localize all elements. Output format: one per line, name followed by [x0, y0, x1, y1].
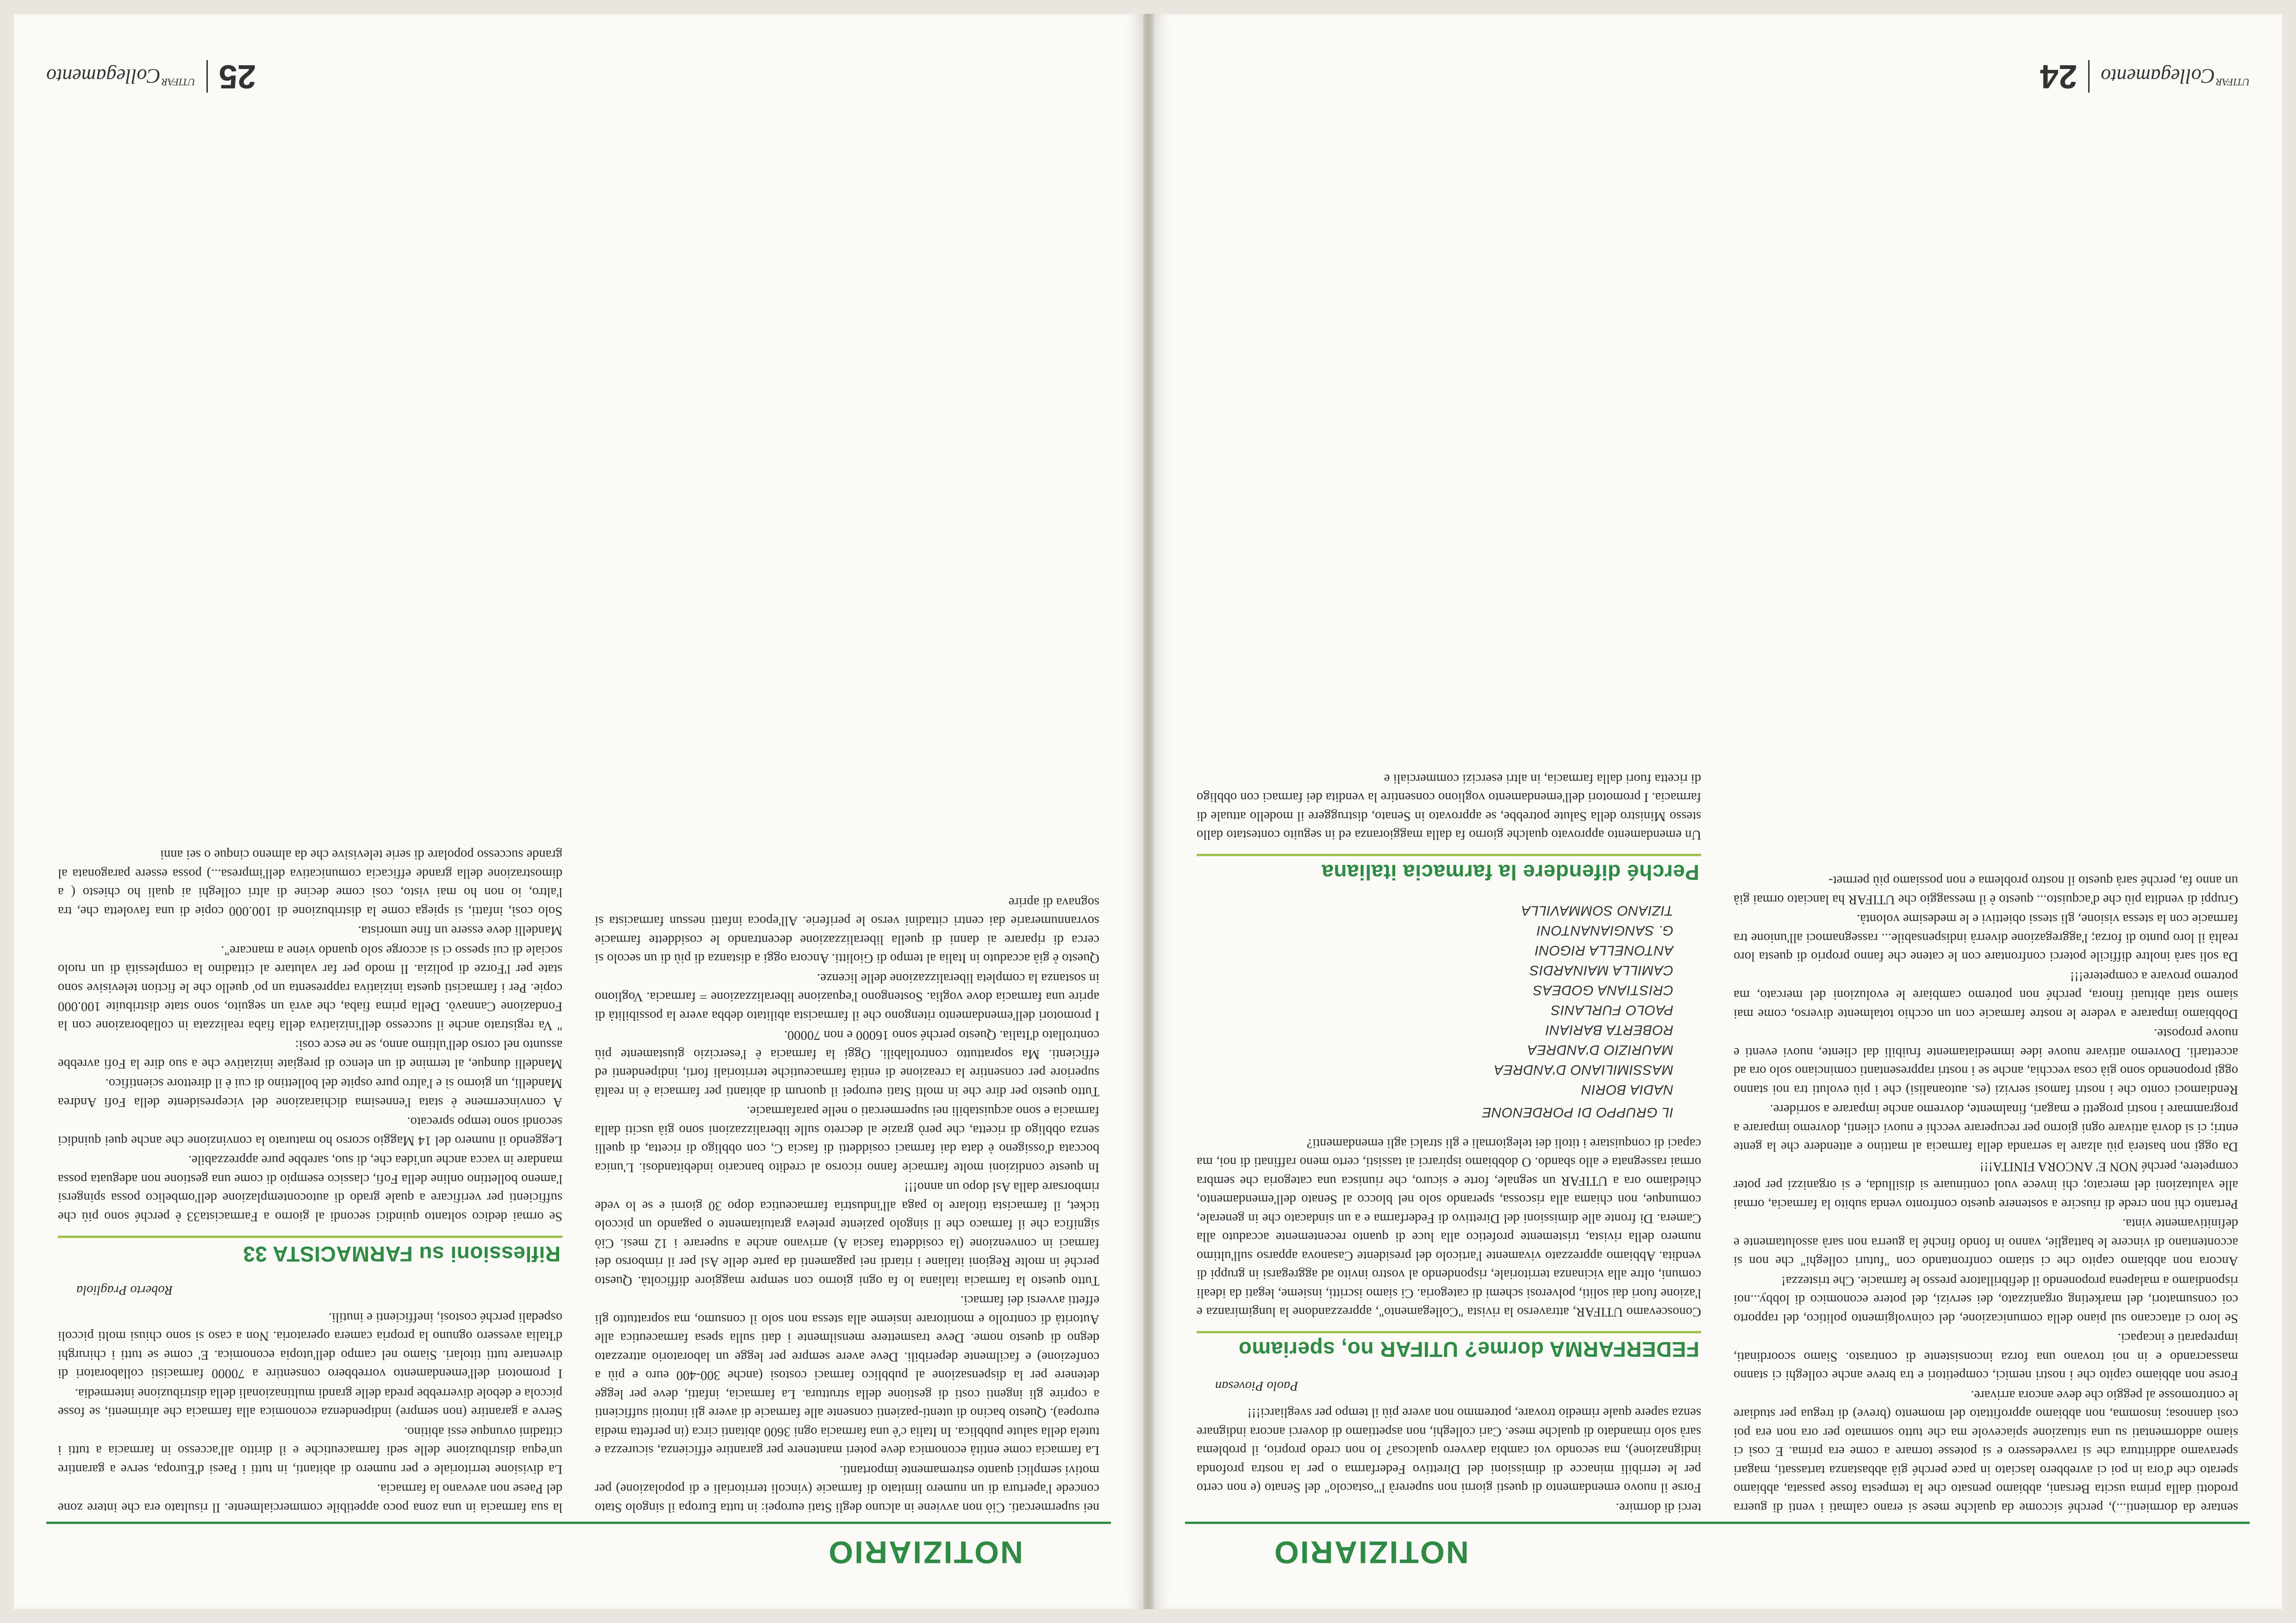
paragraph: Conoscevamo UTIFAR, attraverso la rivista "Collegamento", apprezzandone la lungimiranza e l'azione fuori dai soliti, polverosi schemi di categoria. Ci siamo iscritti, insieme, legati da ideali comuni, oltre alla vicinanza territoriale, rispondendo al vostro invito ad aggregarsi in gruppi di vendita. Abbiamo apprezzato vivamente l'articolo del presidente Casanova apparso sull'ultimo numero della rivista, tristemente profetico alla luce di quanto recentemente accaduto alla Camera. Di fronte alle dimissioni del Direttivo di Federfarma e a un sindacato che in generale, comunque, non chiama alla riscossa, sperando solo nel blocco al Senato dell'emendamento, chiediamo ora a UTIFAR un segnale, forte e sicuro, che riunisca una categoria che sembra ormai rassegnata e allo sbando. O dobbiamo ispirarci ai tassisti, certo meno raffinati di noi, ma capaci di conquistare i titoli dei telegiornali e gli stralci agli emendamenti? — [1197, 1136, 1701, 1319]
signatory-name: PAOLO FURLANIS — [1551, 1002, 1673, 1018]
magazine-logo: $^{UTIFAR}$Collegamento — [46, 65, 195, 88]
paragraph: I promotori dell'emendamento ritengono che il farmacista abilitato debba avere la possibilità di aprire una farmacia dove voglia. Sostengono l'equazione liberalizzazione = farmacia. Vogliono in sostanza la completa liberalizzazione delle licenze. — [595, 971, 1099, 1023]
page-footer — [2040, 60, 2250, 93]
footer-divider — [2088, 60, 2090, 93]
paragraph: Se loro ci attaccano sul piano della comunicazione, del coinvolgimento politico, del rapporto coi consumatori, del marketing organizzato, dei servizi, del potere economico di lobby...noi rispondiamo a malapena proponendo il defibrillatore presso le farmacie. Che tristezza! — [1734, 1274, 2238, 1325]
paragraph: Da oggi non basterà più alzare la serranda della farmacia al mattino e attendere che la gente entri; ci si dovrà attivare ogni giorno per recuperare vecchi e nuovi clienti, dovremo imparare a programmare i nostri progetti e magari, finalmente, dovremo anche imparare a sorridere. — [1734, 1102, 2238, 1154]
signatory-name: NADIA BORIN — [1581, 1082, 1673, 1098]
page-24 — [1153, 14, 2282, 1609]
paragraph: Dobbiamo imparare a vedere le nostre farmacie con un occhio totalmente diverso, come mai siamo stati abituati finora, perché non potremo cambiare le evoluzioni del mercato, ma potremo provare a competere!!! — [1734, 969, 2238, 1021]
text-columns — [58, 188, 1099, 1517]
paragraph: Ancora non abbiamo capito che ci stiamo confrontando con "futuri colleghi" che non si accontentano di vincere le battaglie, vanno in fondo finché la guerra non sarà assolutamente e definitivamente vinta. — [1734, 1216, 2238, 1269]
paragraph: Da soli sarà inoltre difficile poterci confrontare con le catene che fanno proprio di questa loro realtà il loro punto di forza; l'aggregazione diverrà indispensabile... rassegnamoci all'unione tra farmacie con la stessa visione, gli stessi obiettivi e le medesime volontà. — [1734, 912, 2238, 964]
header-rule — [46, 1522, 1111, 1524]
paragraph: I promotori dell'emendamento vorrebbero consentire a 70000 farmacisti collaboratori di diventare tutti titolari. Siamo nel campo dell'utopia economica. E' come se tutti i chirurghi d'Italia avessero ognuno la propria camera operatoria. Non a caso si sono chiusi molti piccoli ospedali perché costosi, inefficienti e inutili. — [58, 1310, 562, 1381]
signatory-name: TIZIANO SOMMAVILLA — [1521, 903, 1673, 919]
signatory-name: G. SANGIANANTONI — [1536, 923, 1673, 939]
paragraph: " Va registrato anche il successo dell'iniziativa della fiaba realizzata in collaborazione con la Fondazione Cannavò. Della prima fiaba, che avrà un seguito, sono state distribuite 100.000 copie. Per i farmacisti questa iniziativa rappresenta un po' quello che le fiction televisive sono state per l'Forze di polizia. Il modo per far valutare al cittadino la complessità di un ruolo sociale di cui spesso ci si accorge solo quando viene a mancare". — [58, 943, 562, 1032]
paragraph: Mandelli dunque, al termine di un elenco di pregiate iniziative che a suo dire la Fofi avrebbe assunto nel corso dell'ultimo anno, se ne esce così: — [58, 1038, 562, 1071]
paragraph: sentare da dormienti...), perché siccome da qualche mese si erano calmati i venti di guerra prodotti dalla prima uscita Bersani, abbiamo pensato che la tempesta fosse passata, abbiamo sperato che d'ora in poi ci avrebbero lasciato in pace perché già abbastanza tartassati, magari speravamo addirittura che si ravvedessero e si potesse tornare a come era prima. E così ci siamo addormentati su una situazione spiacevole ma che tutto sommato per ora non era poi così dannosa; insomma, non abbiamo approfittato del momento (breve) di tregua per studiare le contromosse al peggio che deve ancora arrivare. — [1734, 1388, 2238, 1515]
paragraph: la sua farmacia in una zona poco appetibile commercialmente. Il risultato era che intere zone del Paese non avevano la farmacia. — [58, 1481, 562, 1515]
paragraph: In queste condizioni molte farmacie fanno ricorso al credito bancario indebitandosi. L'unica boccata d'ossigeno è data dai farmaci cosiddetti di fascia C, con obbligo di ricetta, di quelli senza obbligo di ricetta, che però grazie al decreto sulle liberalizzazioni sono già usciti dalla farmacia e sono acquistabili nei supermercati o nelle parafarmacie. — [595, 1104, 1099, 1175]
paragraph: Un emendamento approvato qualche giorno fa dalla maggioranza ed in seguito contestato dallo stesso Ministro della Salute potrebbe, se approvato in Senato, distruggere il modello attuale di farmacia. I promotori dell'emendamento vogliono consentire la vendita dei farmaci con obbligo di ricetta fuori dalla farmacia, in altri esercizi commerciali e — [1197, 771, 1701, 842]
footer-divider — [206, 60, 208, 93]
paragraph: A convincermene è stata l'ennesima dichiarazione del vicepresidente della Fofi Andrea Mandelli, un giorno sì e l'altro pure ospite del bollettino di cui è il direttore scientifico. — [58, 1076, 562, 1109]
paragraph: nei supermercati. Ciò non avviene in alcuno degli Stati europei: in tutta Europa il singolo Stato concede l'apertura di un numero limitato di farmacie (vincoli territoriali e di popolazione) per motivi semplici quanto estremamente importanti. — [595, 1463, 1099, 1515]
section-brand: NOTIZIARIO — [1273, 1535, 1469, 1570]
paragraph: Questo è già accaduto in Italia al tempo di Giolitti. Ancora oggi a distanza di più di un secolo si cerca di riparare ai danni di quella liberalizzazione decentrando le cosiddette farmacie sovrannumerarie dai centri cittadini verso le periferie. All'epoca infatti nessun farmacista si sognava di aprire — [595, 895, 1099, 966]
signatory-name: MASSIMILIANO D'ANDREA — [1494, 1062, 1673, 1078]
paragraph: Serve a garantire (non sempre) indipendenza economica alla farmacia che altrimenti, se fosse piccola e debole diverrebbe preda delle grandi multinazionali della distribuzione intermedia. — [58, 1386, 562, 1419]
paragraph: Pertanto chi non crede di riuscire a sostenere questo confronto venda subito la farmacia, ormai alle valutazioni del mercato; chi invece vuol continuare si disilluda, e si organizzi per poter competere, perché NON E' ANCORA FINITA!!! — [1734, 1159, 2238, 1211]
magazine-logo: $^{UTIFAR}$Collegamento — [2101, 65, 2250, 88]
column-2 — [58, 188, 562, 1517]
column-2 — [1197, 188, 1701, 1517]
page-footer — [46, 60, 256, 93]
paragraph: Rendiamoci conto che i nostri famosi servizi (es. autoanalisi) che i più evoluti tra noi stanno oggi proponendo sono già cosa vecchia, anche se i nostri rappresentanti cominciano solo ora ad accettarli. Dovremo attivare nuove idee immediatamente fruibili dal cliente, nuovi eventi e nuove proposte. — [1734, 1026, 2238, 1097]
binding-gutter — [1142, 14, 1154, 1609]
paragraph: Se ormai dedico soltanto quindici secondi al giorno a Farmacista33 è perché sono più che sufficienti per verificare a quale grado di autocontemplazione dell'ombelico possa spingersi l'ameno bollettino online della Fofi, classico esempio di come una gestione non adeguata possa mandare in vacca anche un'idea che, di suo, sarebbe pure apprezzabile. — [58, 1153, 562, 1224]
signatories-list — [1197, 901, 1673, 1123]
signatory-name: CAMILLA MAINARDIS — [1529, 963, 1673, 978]
paragraph: Tutto questo la farmacia italiana lo fa ogni giorno con sempre maggiore difficoltà. Questo perché in molte Regioni italiane i ritardi nei pagamenti da parte delle Asl per il rimborso dei farmaci in convenzione (la cosiddetta fascia A) arrivano anche a superare i 12 mesi. Ciò significa che il farmaco che il singolo paziente preleva gratuitamente o pagando un piccolo ticket, il farmacista titolare lo paga all'industria farmaceutica dopo 30 giorni e se lo vede rimborsare dalla Asl dopo un anno!!! — [595, 1180, 1099, 1288]
text-columns — [1197, 188, 2238, 1517]
paragraph: Mandelli deve essere un fine umorista. — [358, 923, 562, 938]
section-brand: NOTIZIARIO — [827, 1535, 1023, 1570]
signatory-name: MAURIZIO D'ANDREA — [1527, 1042, 1673, 1058]
signatory-name: ANTONELLA RIGONI — [1535, 943, 1673, 958]
paragraph: La divisione territoriale e per numero di abitanti, in tutti i Paesi d'Europa, serve a garantire un'equa distribuzione delle sedi farmaceutiche e il diritto all'accesso in farmacia a tutti i cittadini ovunque essi abitino. — [58, 1424, 562, 1476]
article-title: Riflessioni su FARMACISTA 33 — [58, 1236, 562, 1269]
header-rule — [1185, 1522, 2250, 1524]
paragraph: Gruppi di vendita più che d'acquisto... questo è il messaggio che UTIFAR ha lanciato ormai già un anno fa, perché sarà questo il nostro problema e non possiamo più permet- — [1734, 873, 2238, 907]
paragraph: terci di dormire. — [1616, 1500, 1701, 1515]
group-heading: IL GRUPPO DI PORDENONE — [1482, 1105, 1673, 1120]
page-25 — [14, 14, 1143, 1609]
article-title: FEDERFARMA dorme? UTIFAR no, speriamo — [1197, 1331, 1701, 1364]
paragraph: La farmacia come entità economica deve poteri mantenere per garantire efficienza, sicurezza e tutela della salute pubblica. In Italia c'è una farmacia ogni 3600 abitanti circa (in perfetta media europea). Questo bacino di utenti-pazienti consente alle farmacie di avere gli introiti sufficienti a coprire gli ingenti costi di gestione della struttura. La farmacia, infatti, deve per legge detenere per la dispensazione al pubblico farmaci costosi (anche 300-400 euro e più a confezione) e facilmente deperibili. Deve avere sempre per legge un laboratorio attrezzato degno di questo nome. Deve trasmettere mensilmente i dati sulla spesa farmaceutica alle Autorità di controllo e monitorare insieme alla stessa non solo il consumo, ma soprattutto gli effetti avversi dei farmaci. — [595, 1293, 1099, 1458]
paragraph: Leggendo il numero del 14 Maggio scorso ho maturato la convinzione che anche quei quindici secondi sono tempo sprecato. — [58, 1114, 562, 1148]
page-header — [46, 1528, 1111, 1570]
page-number: 24 — [2040, 58, 2078, 95]
paragraph: Tutto questo per dire che in molti Stati europei il quorum di abitanti per farmacia è in realtà superiore per consentire la creazione di entità farmaceutiche territoriali forti, indipendenti ed efficienti. Ma soprattutto controllabili. Oggi la farmacia è l'esercizio giustamente più controllato d'Italia. Questo perché sono 16000 e non 70000. — [595, 1028, 1099, 1099]
paragraph: Solo così, infatti, si spiega come la distribuzione di 100.000 copie di una favoletta che, tra l'altro, io non ho mai visto, così come decine di altri colleghi ai quali ho chiesto ( a dimostrazione della grande efficacia comunicativa dell'impresa...) possa essere paragonata al grande successo popolare di serie televisive che da almeno cinque o sei anni — [58, 847, 562, 918]
page-header — [1185, 1528, 2250, 1570]
column-1 — [1734, 188, 2238, 1517]
paragraph: Forse il nuovo emendamento di questi giorni non supererà l'"ostacolo" del Senato (e non certo per le terribili minacce di dimissioni del Direttivo Federfarma o per la nostra profonda indignazione), ma secondo voi cambia davvero qualcosa? Io non credo proprio, il problema sarà solo rimandato di qualche mese. Cari colleghi, non aspettiamo di doverci ancora indignare senza sapere quale rimedio trovare, potremmo non avere più il tempo per svegliarci!!! — [1197, 1405, 1701, 1495]
page-number: 25 — [218, 58, 256, 95]
signatory-name: ROBERTA BARIANI — [1545, 1022, 1673, 1038]
column-1 — [595, 188, 1099, 1517]
author-signature: Paolo Piovesan — [1215, 1379, 1298, 1393]
author-signature: Roberto Pragliola — [76, 1283, 173, 1298]
article-title: Perché difendere la farmacia italiana — [1197, 854, 1701, 887]
signatory-name: CRISTIANA GODEAS — [1533, 983, 1673, 998]
paragraph: Forse non abbiamo capito che i nostri nemici, competitori e tra breve anche colleghi ci stanno massacrando e in noi trovano una forza inconsistente di contrasto. Siamo scoordinati, impreparati e incapaci. — [1734, 1331, 2238, 1383]
